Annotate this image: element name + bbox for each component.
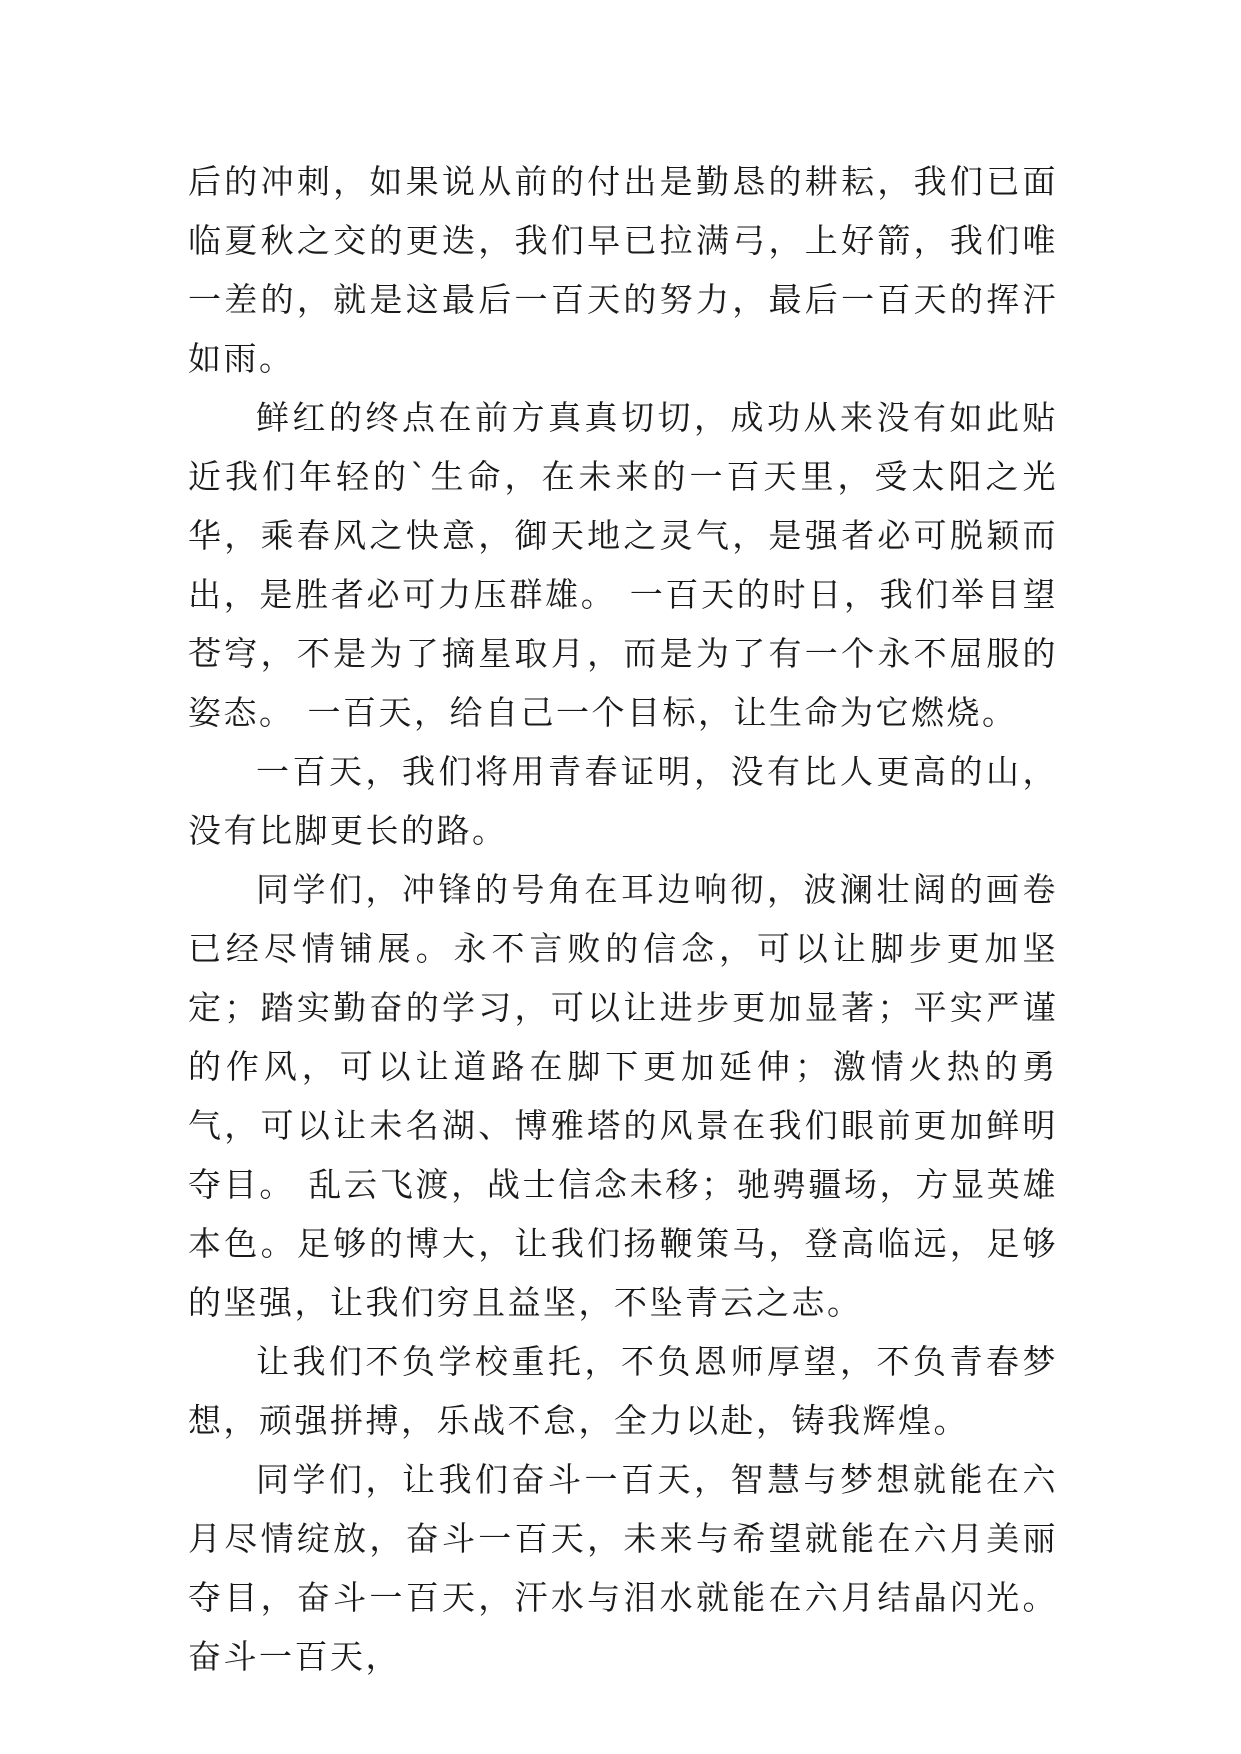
paragraph: 同学们，让我们奋斗一百天，智慧与梦想就能在六月尽情绽放，奋斗一百天，未来与希望就能在六月美丽夺目，奋斗一百天，汗水与泪水就能在六月结晶闪光。奋斗一百天， bbox=[188, 1460, 1058, 1676]
paragraph: 一百天，我们将用青春证明，没有比人更高的山，没有比脚更长的路。 bbox=[188, 752, 1058, 850]
paragraph: 鲜红的终点在前方真真切切，成功从来没有如此贴近我们年轻的`生命，在未来的一百天里，受太阳之光华，乘春风之快意，御天地之灵气，是强者必可脱颖而出，是胜者必可力压群雄。 一百天的时日，我们举目望苍穹，不是为了摘星取月，而是为了有一个永不屈服的姿态。 一百天，给自己一个目标，让生命为它燃烧。 bbox=[188, 398, 1058, 732]
document-body bbox=[188, 152, 1058, 1686]
paragraph-continuation: 后的冲刺，如果说从前的付出是勤恳的耕耘，我们已面临夏秋之交的更迭，我们早已拉满弓，上好箭，我们唯一差的，就是这最后一百天的努力，最后一百天的挥汗如雨。 bbox=[188, 162, 1058, 378]
paragraph: 让我们不负学校重托，不负恩师厚望，不负青春梦想，顽强拼搏，乐战不怠，全力以赴，铸我辉煌。 bbox=[188, 1342, 1058, 1440]
paragraph: 同学们，冲锋的号角在耳边响彻，波澜壮阔的画卷已经尽情铺展。永不言败的信念，可以让脚步更加坚定；踏实勤奋的学习，可以让进步更加显著；平实严谨的作风，可以让道路在脚下更加延伸；激情火热的勇气，可以让未名湖、博雅塔的风景在我们眼前更加鲜明夺目。 乱云飞渡，战士信念未移；驰骋疆场，方显英雄本色。足够的博大，让我们扬鞭策马，登高临远，足够的坚强，让我们穷且益坚，不坠青云之志。 bbox=[188, 870, 1058, 1322]
